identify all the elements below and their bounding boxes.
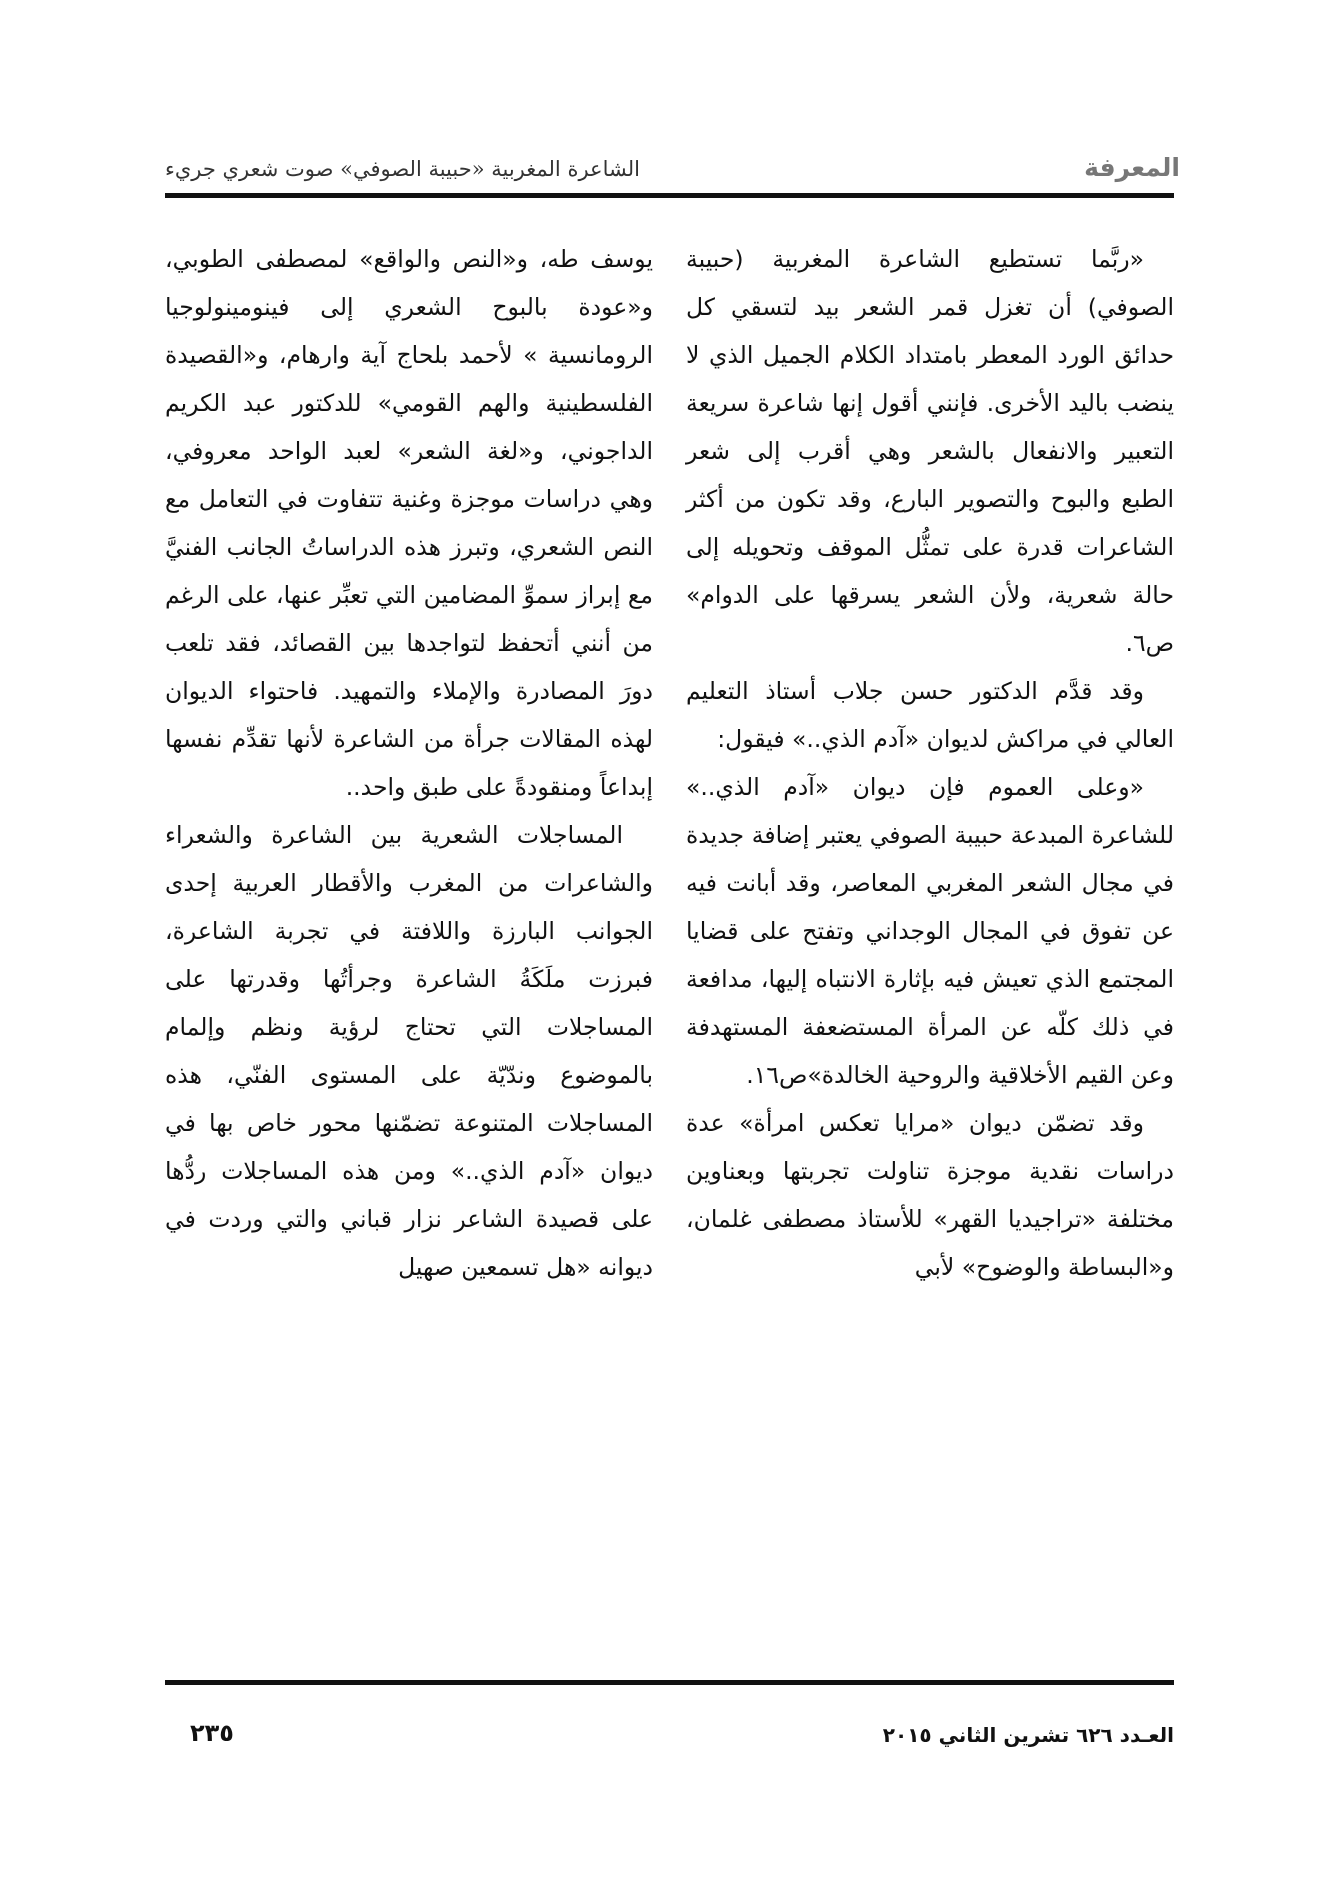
paragraph: «ربَّما تستطيع الشاعرة المغربية (حبيبة الصوفي) أن تغزل قمر الشعر بيد لتسقي كل حدائق الورد المعطر بامتداد الكلام الجميل الذي لا ينضب باليد الأخرى. فإنني أقول إنها شاعرة سريعة التعبير والانفعال بالشعر وهي أقرب إلى شعر الطبع والبوح والتصوير البارع، وقد تكون من أكثر الشاعرات قدرة على تمثُّل الموقف وتحويله إلى حالة شعرية، ولأن الشعر يسرقها على الدوام» ص٦. (686, 245, 1174, 657)
paragraph: «وعلى العموم فإن ديوان «آدم الذي..» للشاعرة المبدعة حبيبة الصوفي يعتبر إضافة جديدة في مجال الشعر المغربي المعاصر، وقد أبانت فيه عن تفوق في المجال الوجداني وتفتح على قضايا المجتمع الذي تعيش فيه بإثارة الانتباه إليها، مدافعة في ذلك كلّه عن المرأة المستضعفة المستهدفة وعن القيم الأخلاقية والروحية الخالدة»ص١٦. (686, 773, 1174, 1089)
left-column (165, 235, 653, 1291)
paragraph: يوسف طه، و«النص والواقع» لمصطفى الطوبي، و«عودة بالبوح الشعري إلى فينومينولوجيا الرومانسية » لأحمد بلحاج آية وارهام، و«القصيدة الفلسطينية والهم القومي» للدكتور عبد الكريم الداجوني، و«لغة الشعر» لعبد الواحد معروفي، وهي دراسات موجزة وغنية تتفاوت في التعامل مع النص الشعري، وتبرز هذه الدراساتُ الجانب الفنيَّ مع إبراز سموِّ المضامين التي تعبِّر عنها، على الرغم من أنني أتحفظ لتواجدها بين القصائد، فقد تلعب دورَ المصادرة والإملاء والتمهيد. فاحتواء الديوان لهذه المقالات جرأة من الشاعرة لأنها تقدِّم نفسها إبداعاً ومنقودةً على طبق واحد.. (165, 245, 653, 801)
running-title: الشاعرة المغربية «حبيبة الصوفي» صوت شعري جريء (165, 157, 640, 181)
right-column (686, 235, 1174, 1291)
paragraph: المساجلات الشعرية بين الشاعرة والشعراء والشاعرات من المغرب والأقطار العربية إحدى الجوانب البارزة واللافتة في تجربة الشاعرة، فبرزت ملَكَةُ الشاعرة وجرأتُها وقدرتها على المساجلات التي تحتاج لرؤية ونظم وإلمام بالموضوع وندّيّة على المستوى الفنّي، هذه المساجلات المتنوعة تضمّنها محور خاص بها في ديوان «آدم الذي..» ومن هذه المساجلات ردُّها على قصيدة الشاعر نزار قباني والتي وردت في ديوانه «هل تسمعين صهيل (165, 821, 653, 1281)
paragraph: وقد تضمّن ديوان «مرايا تعكس امرأة» عدة دراسات نقدية موجزة تناولت تجربتها وبعناوين مختلفة «تراجيديا القهر» للأستاذ مصطفى غلمان، و«البساطة والوضوح» لأبي (686, 1109, 1174, 1281)
page-number: ٢٣٥ (190, 1719, 234, 1747)
magazine-logo: المعرفة (1084, 153, 1180, 182)
footer-rule (165, 1680, 1174, 1685)
issue-info: العـدد ٦٢٦ تشرين الثاني ٢٠١٥ (882, 1723, 1174, 1747)
paragraph: وقد قدَّم الدكتور حسن جلاب أستاذ التعليم العالي في مراكش لديوان «آدم الذي..» فيقول: (686, 677, 1174, 753)
header-rule (165, 193, 1174, 198)
